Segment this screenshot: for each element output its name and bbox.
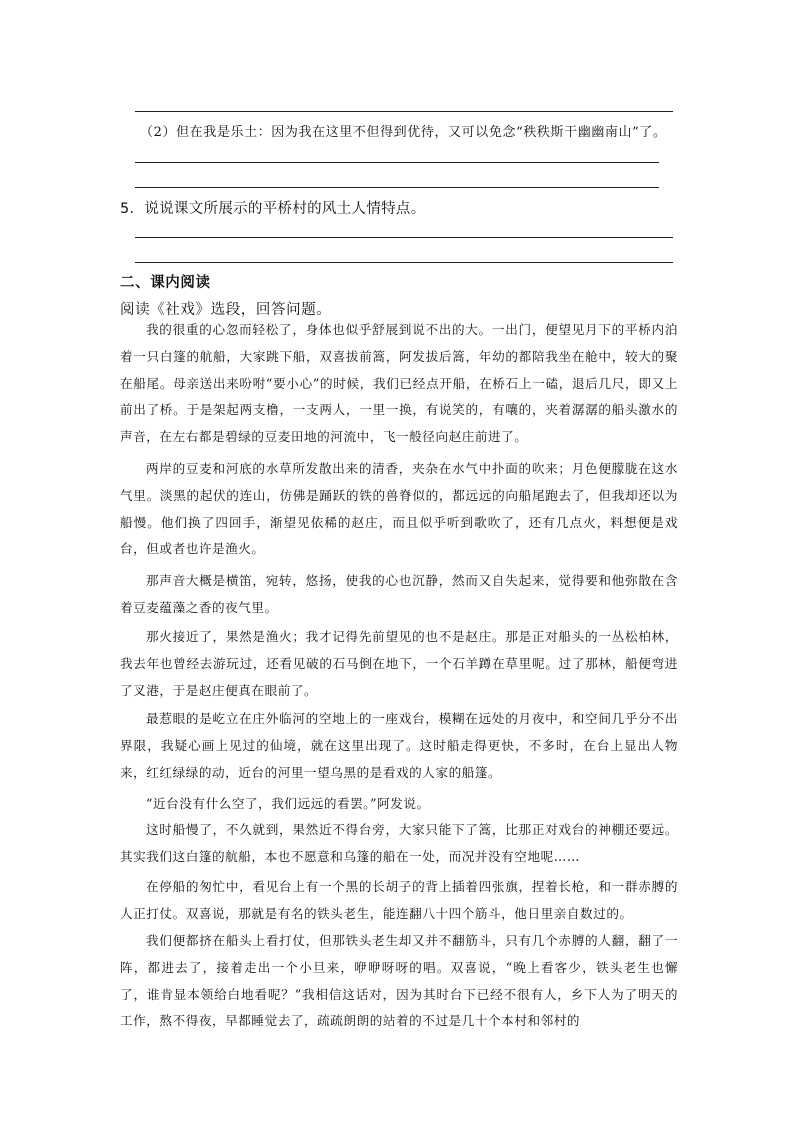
answer-line	[135, 187, 659, 188]
passage-paragraph: 我的很重的心忽而轻松了，身体也似乎舒展到说不出的大。一出门，便望见月下的平桥内泊着一只白篷的航船，大家跳下船，双喜拔前篙，阿发拔后篙，年幼的都陪我坐在舱中，较大的聚在船尾。母亲送出来吩咐“要小心”的时候，我们已经点开船，在桥石上一磕，退后几尺，即又上前出了桥。于是架起两支橹，一支两人，一里一换，有说笑的，有嚷的，夹着潺潺的船头激水的声音，在左右都是碧绿的豆麦田地的河流中，飞一般径向赵庄前进了。	[120, 322, 678, 445]
answer-line	[135, 162, 659, 163]
passage-paragraph: 两岸的豆麦和河底的水草所发散出来的清香，夹杂在水气中扑面的吹来；月色便朦胧在这水气里。淡黑的起伏的连山，仿佛是踊跃的铁的兽脊似的，都远远的向船尾跑去了，但我却还以为船慢。他们换了四回手，渐望见依稀的赵庄，而且似乎听到歌吹了，还有几点火，料想便是戏台，但或者也许是渔火。	[120, 461, 678, 557]
passage-paragraph: 在停船的匆忙中，看见台上有一个黑的长胡子的背上插着四张旗，捏着长枪，和一群赤膊的人正打仗。双喜说，那就是有名的铁头老生，能连翻八十四个筋斗，他日里亲自数过的。	[120, 879, 678, 921]
passage-paragraph: 这时船慢了，不久就到，果然近不得台旁，大家只能下了篙，比那正对戏台的神棚还要远。其实我们这白篷的航船，本也不愿意和乌篷的船在一处，而况并没有空地呢……	[120, 822, 678, 864]
passage-paragraph: “近台没有什么空了，我们远远的看罢。”阿发说。	[146, 796, 430, 811]
answer-line	[135, 237, 673, 238]
passage-paragraph: 那声音大概是横笛，宛转，悠扬，使我的心也沉静，然而又自失起来，觉得要和他弥散在含着豆麦蕴藻之香的夜气里。	[120, 573, 678, 615]
passage-paragraph: 那火接近了，果然是渔火；我才记得先前望见的也不是赵庄。那是正对船头的一丛松柏林，我去年也曾经去游玩过，还看见破的石马倒在地下，一个石羊蹲在草里呢。过了那林，船便弯进了叉港，于是赵庄便真在眼前了。	[120, 629, 678, 698]
question-5: 5．说说课文所展示的平桥村的风土人情特点。	[120, 201, 426, 217]
answer-line	[135, 262, 673, 263]
question-4-part-2: （2）但在我是乐土：因为我在这里不但得到优待，又可以免念“秩秩斯干幽幽南山”了。	[140, 125, 667, 140]
reading-instruction: 阅读《社戏》选段，回答问题。	[120, 302, 332, 318]
section-heading: 二、课内阅读	[120, 275, 211, 291]
passage-paragraph: 最惹眼的是屹立在庄外临河的空地上的一座戏台，模糊在远处的月夜中，和空间几乎分不出界限，我疑心画上见过的仙境，就在这里出现了。这时船走得更快，不多时，在台上显出人物来，红红绿绿的动，近台的河里一望乌黑的是看戏的人家的船篷。	[120, 711, 678, 780]
passage-paragraph: 我们便都挤在船头上看打仗，但那铁头老生却又并不翻筋斗，只有几个赤膊的人翻，翻了一阵，都进去了，接着走出一个小旦来，咿咿呀呀的唱。双喜说，“晚上看客少，铁头老生也懈了，谁肯显本领给白地看呢？”我相信这话对，因为其时台下已经不很有人，乡下人为了明天的工作，熬不得夜，早都睡觉去了，疏疏朗朗的站着的不过是几十个本村和邻村的	[120, 933, 678, 1029]
answer-line	[135, 111, 673, 112]
